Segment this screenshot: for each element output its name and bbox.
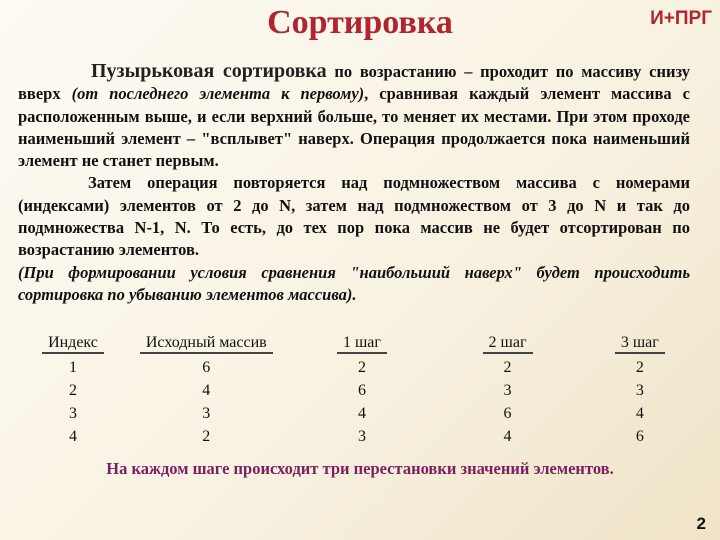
paragraph3: (При формировании условия сравнения "наибольший наверх" будет происходить сортировка по убыванию элементов массива). xyxy=(18,262,690,304)
header-step2: 2 шаг xyxy=(483,334,533,354)
table-cell: 1 xyxy=(68,358,77,376)
header-step3: 3 шаг xyxy=(615,334,665,354)
table-cell: 2 xyxy=(68,381,77,399)
table-header-cell xyxy=(283,332,442,356)
footer-note: На каждом шаге происходит три перестановки значений элементов. xyxy=(106,459,614,478)
table-cell: 3 xyxy=(357,427,366,445)
table-cell: 3 xyxy=(503,381,512,399)
table-header-cell xyxy=(574,332,706,356)
paragraph1-text1: по возрастанию – проходит по массиву снизу вверх xyxy=(18,62,690,104)
table-cell: 6 xyxy=(357,381,366,399)
table-row xyxy=(16,379,706,402)
table-cell: 2 xyxy=(357,358,366,376)
table-cell: 4 xyxy=(68,427,77,445)
table-cell: 3 xyxy=(635,381,644,399)
body-text xyxy=(18,60,690,306)
table-row xyxy=(16,402,706,425)
table-cell: 3 xyxy=(202,404,211,422)
header-index: Индекс xyxy=(42,334,104,354)
lead-term: Пузырьковая сортировка xyxy=(91,60,327,82)
table-header-cell xyxy=(16,332,130,356)
table-header-cell xyxy=(130,332,283,356)
logo-text: И+ПРГ xyxy=(650,8,712,29)
paragraph1-text2: , сравнивая каждый элемент массива с расположенным выше, и если верхний больше, то меняет их местами. При этом проходе наименьший элемент – "всплывет" наверх. Операция продолжается пока наименьший элемент не станет первым. xyxy=(18,84,690,171)
sort-steps-table xyxy=(16,332,706,448)
table-row xyxy=(16,356,706,379)
header-step1: 1 шаг xyxy=(337,334,387,354)
table-cell: 6 xyxy=(635,427,644,445)
table-cell: 2 xyxy=(503,358,512,376)
page-number: 2 xyxy=(696,514,706,533)
paragraph2: Затем операция повторяется над подмножеством массива с номерами (индексами) элементов от 2 до N, затем над подмножеством от 3 до N и так до подмножества N-1, N. То есть, до тех пор пока массив не будет отсортирован по возрастанию элементов. xyxy=(18,173,690,260)
slide-title: Сортировка xyxy=(267,4,453,41)
table-cell: 2 xyxy=(635,358,644,376)
table-row xyxy=(16,425,706,448)
header-original: Исходный массив xyxy=(140,334,273,354)
table-header-row xyxy=(16,332,706,356)
table-header-cell xyxy=(441,332,573,356)
paragraph1-italic: (от последнего элемента к первому) xyxy=(71,84,365,104)
table-cell: 4 xyxy=(635,404,644,422)
table-cell: 3 xyxy=(68,404,77,422)
table-cell: 6 xyxy=(503,404,512,422)
table-cell: 4 xyxy=(357,404,366,422)
table-cell: 4 xyxy=(202,381,211,399)
table-cell: 2 xyxy=(202,427,211,445)
table-cell: 6 xyxy=(202,358,211,376)
table-cell: 4 xyxy=(503,427,512,445)
